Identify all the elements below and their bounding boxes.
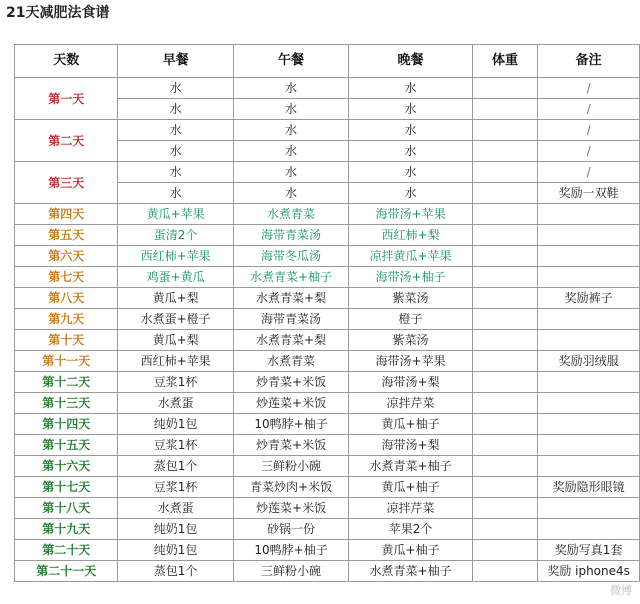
note-cell	[538, 204, 640, 225]
lunch-cell: 水煮青菜+梨	[233, 288, 349, 309]
weight-cell	[472, 141, 537, 162]
note-cell: 奖励隐形眼镜	[538, 477, 640, 498]
lunch-cell: 炒莲菜+米饭	[233, 498, 349, 519]
day-label: 第一天	[15, 78, 118, 120]
table-row	[15, 120, 640, 141]
lunch-cell: 海带青菜汤	[233, 225, 349, 246]
note-cell: /	[538, 120, 640, 141]
breakfast-cell: 豆浆1杯	[118, 477, 233, 498]
day-label: 第五天	[15, 225, 118, 246]
lunch-cell: 水煮青菜+梨	[233, 330, 349, 351]
lunch-cell: 水	[233, 162, 349, 183]
breakfast-cell: 鸡蛋+黄瓜	[118, 267, 233, 288]
weight-cell	[472, 477, 537, 498]
table-row	[15, 414, 640, 435]
dinner-cell: 紫菜汤	[349, 288, 472, 309]
weight-cell	[472, 351, 537, 372]
dinner-cell: 海带汤+梨	[349, 372, 472, 393]
lunch-cell: 炒青菜+米饭	[233, 372, 349, 393]
note-cell	[538, 519, 640, 540]
table-row	[15, 351, 640, 372]
lunch-cell: 水煮青菜	[233, 204, 349, 225]
table-row	[15, 372, 640, 393]
table-row	[15, 456, 640, 477]
dinner-cell: 水	[349, 120, 472, 141]
weight-cell	[472, 204, 537, 225]
day-label: 第十二天	[15, 372, 118, 393]
lunch-cell: 砂锅一份	[233, 519, 349, 540]
page-title: 21天减肥法食谱	[6, 5, 110, 21]
table-row	[15, 540, 640, 561]
day-label: 第二十一天	[15, 561, 118, 582]
weight-cell	[472, 246, 537, 267]
lunch-cell: 水	[233, 78, 349, 99]
note-cell	[538, 246, 640, 267]
breakfast-cell: 水	[118, 183, 233, 204]
dinner-cell: 海带汤+苹果	[349, 204, 472, 225]
note-cell	[538, 456, 640, 477]
day-label: 第七天	[15, 267, 118, 288]
table-row	[15, 288, 640, 309]
lunch-cell: 10鸭脖+柚子	[233, 540, 349, 561]
note-cell	[538, 498, 640, 519]
note-cell: 奖励裤子	[538, 288, 640, 309]
table-row	[15, 477, 640, 498]
lunch-cell: 三鲜粉小碗	[233, 561, 349, 582]
weight-cell	[472, 330, 537, 351]
table-row	[15, 309, 640, 330]
breakfast-cell: 豆浆1杯	[118, 372, 233, 393]
table-row	[15, 435, 640, 456]
day-label: 第十天	[15, 330, 118, 351]
dinner-cell: 水	[349, 99, 472, 120]
weight-cell	[472, 225, 537, 246]
day-label: 第八天	[15, 288, 118, 309]
weight-cell	[472, 498, 537, 519]
note-cell: 奖励羽绒服	[538, 351, 640, 372]
weight-cell	[472, 435, 537, 456]
breakfast-cell: 黄瓜+梨	[118, 330, 233, 351]
lunch-cell: 水	[233, 99, 349, 120]
lunch-cell: 水煮青菜	[233, 351, 349, 372]
weight-cell	[472, 540, 537, 561]
note-cell: 奖励写真1套	[538, 540, 640, 561]
header-day: 天数	[15, 45, 118, 78]
lunch-cell: 炒青菜+米饭	[233, 435, 349, 456]
note-cell: /	[538, 78, 640, 99]
dinner-cell: 水	[349, 162, 472, 183]
day-label: 第六天	[15, 246, 118, 267]
dinner-cell: 海带汤+苹果	[349, 351, 472, 372]
dinner-cell: 凉拌芹菜	[349, 393, 472, 414]
dinner-cell: 水	[349, 141, 472, 162]
dinner-cell: 海带汤+柚子	[349, 267, 472, 288]
breakfast-cell: 蒸包1个	[118, 561, 233, 582]
note-cell	[538, 393, 640, 414]
diet-plan-table	[14, 44, 640, 582]
note-cell	[538, 372, 640, 393]
header-weight: 体重	[472, 45, 537, 78]
day-label: 第二天	[15, 120, 118, 162]
note-cell	[538, 330, 640, 351]
weight-cell	[472, 183, 537, 204]
note-cell: 奖励一双鞋	[538, 183, 640, 204]
day-label: 第十四天	[15, 414, 118, 435]
table-row	[15, 204, 640, 225]
note-cell	[538, 267, 640, 288]
lunch-cell: 10鸭脖+柚子	[233, 414, 349, 435]
day-label: 第十八天	[15, 498, 118, 519]
dinner-cell: 水煮青菜+柚子	[349, 456, 472, 477]
day-label: 第十五天	[15, 435, 118, 456]
header-dinner: 晚餐	[349, 45, 472, 78]
breakfast-cell: 纯奶1包	[118, 519, 233, 540]
breakfast-cell: 西红柿+苹果	[118, 351, 233, 372]
lunch-cell: 青菜炒肉+米饭	[233, 477, 349, 498]
day-label: 第十七天	[15, 477, 118, 498]
weight-cell	[472, 456, 537, 477]
dinner-cell: 黄瓜+柚子	[349, 540, 472, 561]
lunch-cell: 水煮青菜+柚子	[233, 267, 349, 288]
breakfast-cell: 黄瓜+梨	[118, 288, 233, 309]
day-label: 第二十天	[15, 540, 118, 561]
table-row	[15, 246, 640, 267]
weight-cell	[472, 561, 537, 582]
breakfast-cell: 水煮蛋+橙子	[118, 309, 233, 330]
table-row	[15, 225, 640, 246]
breakfast-cell: 水	[118, 162, 233, 183]
breakfast-cell: 水煮蛋	[118, 498, 233, 519]
breakfast-cell: 水	[118, 141, 233, 162]
breakfast-cell: 黄瓜+苹果	[118, 204, 233, 225]
dinner-cell: 凉拌芹菜	[349, 498, 472, 519]
dinner-cell: 紫菜汤	[349, 330, 472, 351]
day-label: 第三天	[15, 162, 118, 204]
dinner-cell: 黄瓜+柚子	[349, 414, 472, 435]
table-row	[15, 78, 640, 99]
breakfast-cell: 纯奶1包	[118, 540, 233, 561]
breakfast-cell: 豆浆1杯	[118, 435, 233, 456]
breakfast-cell: 水	[118, 120, 233, 141]
breakfast-cell: 纯奶1包	[118, 414, 233, 435]
breakfast-cell: 水	[118, 78, 233, 99]
dinner-cell: 水煮青菜+柚子	[349, 561, 472, 582]
table-row	[15, 519, 640, 540]
note-cell: /	[538, 141, 640, 162]
weight-cell	[472, 414, 537, 435]
note-cell: /	[538, 99, 640, 120]
lunch-cell: 海带青菜汤	[233, 309, 349, 330]
weight-cell	[472, 519, 537, 540]
header-breakfast: 早餐	[118, 45, 233, 78]
table-row	[15, 267, 640, 288]
table-row	[15, 498, 640, 519]
day-label: 第十六天	[15, 456, 118, 477]
dinner-cell: 黄瓜+柚子	[349, 477, 472, 498]
watermark: 微博	[610, 584, 632, 597]
breakfast-cell: 蛋清2个	[118, 225, 233, 246]
dinner-cell: 水	[349, 183, 472, 204]
header-notes: 备注	[538, 45, 640, 78]
weight-cell	[472, 372, 537, 393]
breakfast-cell: 蒸包1个	[118, 456, 233, 477]
day-label: 第十一天	[15, 351, 118, 372]
note-cell	[538, 435, 640, 456]
note-cell	[538, 309, 640, 330]
header-lunch: 午餐	[233, 45, 349, 78]
lunch-cell: 水	[233, 183, 349, 204]
weight-cell	[472, 162, 537, 183]
dinner-cell: 凉拌黄瓜+苹果	[349, 246, 472, 267]
note-cell	[538, 414, 640, 435]
day-label: 第四天	[15, 204, 118, 225]
weight-cell	[472, 288, 537, 309]
table-row	[15, 162, 640, 183]
lunch-cell: 三鲜粉小碗	[233, 456, 349, 477]
day-label: 第九天	[15, 309, 118, 330]
weight-cell	[472, 78, 537, 99]
lunch-cell: 海带冬瓜汤	[233, 246, 349, 267]
dinner-cell: 苹果2个	[349, 519, 472, 540]
lunch-cell: 炒莲菜+米饭	[233, 393, 349, 414]
weight-cell	[472, 393, 537, 414]
note-cell	[538, 225, 640, 246]
lunch-cell: 水	[233, 141, 349, 162]
header-row	[15, 45, 640, 78]
dinner-cell: 水	[349, 78, 472, 99]
dinner-cell: 西红柿+梨	[349, 225, 472, 246]
lunch-cell: 水	[233, 120, 349, 141]
table-row	[15, 330, 640, 351]
day-label: 第十九天	[15, 519, 118, 540]
weight-cell	[472, 99, 537, 120]
breakfast-cell: 水	[118, 99, 233, 120]
dinner-cell: 橙子	[349, 309, 472, 330]
weight-cell	[472, 267, 537, 288]
table-row	[15, 561, 640, 582]
note-cell: /	[538, 162, 640, 183]
dinner-cell: 海带汤+梨	[349, 435, 472, 456]
note-cell: 奖励 iphone4s	[538, 561, 640, 582]
weight-cell	[472, 120, 537, 141]
weight-cell	[472, 309, 537, 330]
day-label: 第十三天	[15, 393, 118, 414]
breakfast-cell: 西红柿+苹果	[118, 246, 233, 267]
breakfast-cell: 水煮蛋	[118, 393, 233, 414]
table-row	[15, 393, 640, 414]
